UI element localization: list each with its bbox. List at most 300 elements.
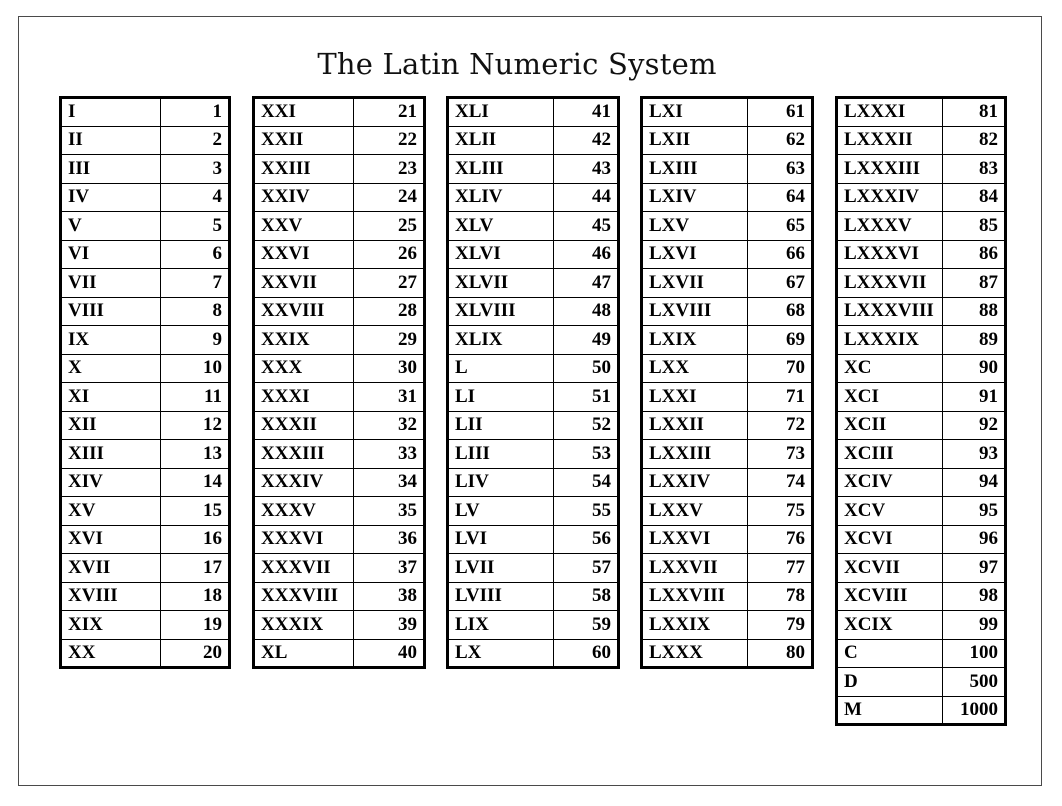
table-row [448, 497, 619, 526]
arabic-number-cell: 90 [943, 354, 1006, 383]
roman-numeral-cell: LXI [642, 98, 748, 127]
roman-numeral-cell: IX [61, 326, 161, 355]
roman-numeral-cell: XC [837, 354, 943, 383]
arabic-number-cell: 17 [161, 554, 230, 583]
roman-numeral-cell: XXIV [254, 183, 354, 212]
arabic-number-cell: 68 [748, 297, 813, 326]
roman-numeral-cell: M [837, 696, 943, 725]
arabic-number-cell: 2 [161, 126, 230, 155]
arabic-number-cell: 81 [943, 98, 1006, 127]
arabic-number-cell: 42 [554, 126, 619, 155]
table-row [837, 639, 1006, 668]
table-row [61, 326, 230, 355]
table-row [61, 582, 230, 611]
arabic-number-cell: 74 [748, 468, 813, 497]
arabic-number-cell: 99 [943, 611, 1006, 640]
table-row [837, 411, 1006, 440]
arabic-number-cell: 34 [354, 468, 425, 497]
arabic-number-cell: 69 [748, 326, 813, 355]
arabic-number-cell: 40 [354, 639, 425, 668]
table-row [642, 383, 813, 412]
arabic-number-cell: 57 [554, 554, 619, 583]
roman-numeral-cell: L [448, 354, 554, 383]
roman-numeral-cell: XXXV [254, 497, 354, 526]
roman-numeral-cell: XLIX [448, 326, 554, 355]
roman-numeral-cell: LXX [642, 354, 748, 383]
table-row [642, 497, 813, 526]
arabic-number-cell: 47 [554, 269, 619, 298]
roman-numeral-cell: VII [61, 269, 161, 298]
roman-numeral-cell: I [61, 98, 161, 127]
table-row [642, 611, 813, 640]
table-row [61, 525, 230, 554]
arabic-number-cell: 63 [748, 155, 813, 184]
roman-numeral-cell: LXVI [642, 240, 748, 269]
arabic-number-cell: 15 [161, 497, 230, 526]
roman-numeral-cell: XIV [61, 468, 161, 497]
roman-numeral-cell: II [61, 126, 161, 155]
table-row [642, 554, 813, 583]
arabic-number-cell: 80 [748, 639, 813, 668]
arabic-number-cell: 54 [554, 468, 619, 497]
table-row [61, 497, 230, 526]
roman-numeral-cell: XLVIII [448, 297, 554, 326]
roman-numeral-cell: LXXV [642, 497, 748, 526]
roman-numeral-cell: XVIII [61, 582, 161, 611]
arabic-number-cell: 91 [943, 383, 1006, 412]
roman-numeral-cell: LXVIII [642, 297, 748, 326]
table-row [448, 183, 619, 212]
arabic-number-cell: 98 [943, 582, 1006, 611]
arabic-number-cell: 59 [554, 611, 619, 640]
table-row [61, 212, 230, 241]
arabic-number-cell: 43 [554, 155, 619, 184]
table-row [448, 240, 619, 269]
table-row [61, 383, 230, 412]
table-row [254, 525, 425, 554]
roman-numeral-cell: XCV [837, 497, 943, 526]
arabic-number-cell: 5 [161, 212, 230, 241]
arabic-number-cell: 26 [354, 240, 425, 269]
arabic-number-cell: 41 [554, 98, 619, 127]
table-row [254, 383, 425, 412]
table-row [448, 126, 619, 155]
arabic-number-cell: 92 [943, 411, 1006, 440]
table-row [254, 354, 425, 383]
table-row [642, 240, 813, 269]
roman-numeral-cell: LXXXII [837, 126, 943, 155]
arabic-number-cell: 55 [554, 497, 619, 526]
table-row [254, 411, 425, 440]
roman-numeral-cell: XLV [448, 212, 554, 241]
numeral-table-1 [59, 96, 231, 669]
roman-numeral-cell: LXXX [642, 639, 748, 668]
roman-numeral-cell: LXXIII [642, 440, 748, 469]
arabic-number-cell: 13 [161, 440, 230, 469]
roman-numeral-cell: LVIII [448, 582, 554, 611]
table-row [642, 326, 813, 355]
roman-numeral-cell: XV [61, 497, 161, 526]
table-row [837, 611, 1006, 640]
table-row [254, 468, 425, 497]
arabic-number-cell: 65 [748, 212, 813, 241]
arabic-number-cell: 84 [943, 183, 1006, 212]
table-row [837, 668, 1006, 697]
arabic-number-cell: 94 [943, 468, 1006, 497]
roman-numeral-cell: IV [61, 183, 161, 212]
arabic-number-cell: 71 [748, 383, 813, 412]
table-row [642, 297, 813, 326]
arabic-number-cell: 23 [354, 155, 425, 184]
arabic-number-cell: 85 [943, 212, 1006, 241]
table-row [837, 440, 1006, 469]
table-row [61, 611, 230, 640]
arabic-number-cell: 31 [354, 383, 425, 412]
arabic-number-cell: 7 [161, 269, 230, 298]
table-row [254, 155, 425, 184]
arabic-number-cell: 11 [161, 383, 230, 412]
table-row [642, 411, 813, 440]
table-row [61, 554, 230, 583]
arabic-number-cell: 58 [554, 582, 619, 611]
table-row [254, 126, 425, 155]
roman-numeral-cell: LXXXV [837, 212, 943, 241]
arabic-number-cell: 500 [943, 668, 1006, 697]
arabic-number-cell: 18 [161, 582, 230, 611]
table-row [837, 269, 1006, 298]
table-row [254, 582, 425, 611]
arabic-number-cell: 73 [748, 440, 813, 469]
arabic-number-cell: 30 [354, 354, 425, 383]
roman-numeral-cell: XXXVI [254, 525, 354, 554]
arabic-number-cell: 67 [748, 269, 813, 298]
arabic-number-cell: 25 [354, 212, 425, 241]
roman-numeral-cell: LXXVII [642, 554, 748, 583]
table-row [61, 183, 230, 212]
arabic-number-cell: 89 [943, 326, 1006, 355]
table-row [61, 411, 230, 440]
arabic-number-cell: 19 [161, 611, 230, 640]
roman-numeral-cell: XXXVII [254, 554, 354, 583]
arabic-number-cell: 52 [554, 411, 619, 440]
table-row [61, 639, 230, 668]
roman-numeral-cell: D [837, 668, 943, 697]
roman-numeral-cell: LXXIX [642, 611, 748, 640]
roman-numeral-cell: XXXVIII [254, 582, 354, 611]
document-page [18, 16, 1042, 786]
table-row [254, 240, 425, 269]
roman-numeral-cell: XCIX [837, 611, 943, 640]
roman-numeral-cell: XXVII [254, 269, 354, 298]
roman-numeral-cell: LXXXI [837, 98, 943, 127]
table-row [837, 696, 1006, 725]
table-row [448, 155, 619, 184]
table-row [837, 383, 1006, 412]
roman-numeral-cell: LXXIV [642, 468, 748, 497]
arabic-number-cell: 95 [943, 497, 1006, 526]
arabic-number-cell: 3 [161, 155, 230, 184]
table-row [642, 639, 813, 668]
roman-numeral-cell: XLVI [448, 240, 554, 269]
arabic-number-cell: 6 [161, 240, 230, 269]
table-row [254, 269, 425, 298]
roman-numeral-cell: XL [254, 639, 354, 668]
roman-numeral-cell: XVII [61, 554, 161, 583]
arabic-number-cell: 32 [354, 411, 425, 440]
roman-numeral-cell: XXIII [254, 155, 354, 184]
table-row [448, 582, 619, 611]
arabic-number-cell: 64 [748, 183, 813, 212]
table-row [254, 297, 425, 326]
roman-numeral-cell: XLIV [448, 183, 554, 212]
roman-numeral-cell: LXXII [642, 411, 748, 440]
roman-numeral-cell: XXI [254, 98, 354, 127]
page-title: The Latin Numeric System [317, 47, 717, 81]
arabic-number-cell: 62 [748, 126, 813, 155]
table-row [254, 611, 425, 640]
roman-numeral-cell: XCVIII [837, 582, 943, 611]
table-row [254, 183, 425, 212]
table-row [448, 297, 619, 326]
table-row [61, 468, 230, 497]
table-row [448, 354, 619, 383]
arabic-number-cell: 66 [748, 240, 813, 269]
arabic-number-cell: 9 [161, 326, 230, 355]
table-row [448, 525, 619, 554]
arabic-number-cell: 82 [943, 126, 1006, 155]
arabic-number-cell: 48 [554, 297, 619, 326]
table-row [448, 468, 619, 497]
table-row [837, 354, 1006, 383]
table-row [837, 468, 1006, 497]
arabic-number-cell: 22 [354, 126, 425, 155]
arabic-number-cell: 77 [748, 554, 813, 583]
roman-numeral-cell: LX [448, 639, 554, 668]
table-row [642, 440, 813, 469]
arabic-number-cell: 39 [354, 611, 425, 640]
table-row [448, 269, 619, 298]
roman-numeral-cell: XXIX [254, 326, 354, 355]
arabic-number-cell: 27 [354, 269, 425, 298]
table-row [61, 155, 230, 184]
arabic-number-cell: 93 [943, 440, 1006, 469]
roman-numeral-cell: III [61, 155, 161, 184]
roman-numeral-cell: XXV [254, 212, 354, 241]
roman-numeral-cell: XXII [254, 126, 354, 155]
arabic-number-cell: 100 [943, 639, 1006, 668]
roman-numeral-cell: LI [448, 383, 554, 412]
roman-numeral-cell: XLI [448, 98, 554, 127]
roman-numeral-cell: XXXIV [254, 468, 354, 497]
roman-numeral-cell: LXXXIV [837, 183, 943, 212]
table-row [254, 212, 425, 241]
table-row [642, 525, 813, 554]
roman-numeral-cell: VI [61, 240, 161, 269]
table-row [61, 440, 230, 469]
roman-numeral-cell: V [61, 212, 161, 241]
roman-numeral-cell: XX [61, 639, 161, 668]
arabic-number-cell: 87 [943, 269, 1006, 298]
arabic-number-cell: 1000 [943, 696, 1006, 725]
table-row [642, 269, 813, 298]
arabic-number-cell: 20 [161, 639, 230, 668]
roman-numeral-cell: XXVIII [254, 297, 354, 326]
table-row [642, 183, 813, 212]
roman-numeral-cell: LIII [448, 440, 554, 469]
roman-numeral-cell: XXXIII [254, 440, 354, 469]
table-row [448, 411, 619, 440]
arabic-number-cell: 21 [354, 98, 425, 127]
table-row [61, 240, 230, 269]
arabic-number-cell: 38 [354, 582, 425, 611]
roman-numeral-cell: LVI [448, 525, 554, 554]
arabic-number-cell: 79 [748, 611, 813, 640]
arabic-number-cell: 12 [161, 411, 230, 440]
roman-numeral-cell: XCVII [837, 554, 943, 583]
arabic-number-cell: 28 [354, 297, 425, 326]
roman-numeral-cell: LXIX [642, 326, 748, 355]
table-row [642, 155, 813, 184]
roman-numeral-cell: VIII [61, 297, 161, 326]
table-row [837, 582, 1006, 611]
table-row [642, 354, 813, 383]
table-row [254, 639, 425, 668]
roman-numeral-cell: LXVII [642, 269, 748, 298]
arabic-number-cell: 72 [748, 411, 813, 440]
table-row [448, 326, 619, 355]
roman-numeral-cell: LXXVI [642, 525, 748, 554]
table-row [837, 126, 1006, 155]
arabic-number-cell: 24 [354, 183, 425, 212]
roman-numeral-cell: XXXIX [254, 611, 354, 640]
table-row [642, 468, 813, 497]
roman-numeral-cell: LVII [448, 554, 554, 583]
arabic-number-cell: 33 [354, 440, 425, 469]
table-row [642, 126, 813, 155]
table-row [254, 554, 425, 583]
roman-numeral-cell: LXXXIX [837, 326, 943, 355]
table-row [448, 440, 619, 469]
table-row [254, 98, 425, 127]
table-row [61, 297, 230, 326]
table-row [448, 639, 619, 668]
arabic-number-cell: 45 [554, 212, 619, 241]
arabic-number-cell: 96 [943, 525, 1006, 554]
roman-numeral-cell: LXXVIII [642, 582, 748, 611]
roman-numeral-cell: LXXI [642, 383, 748, 412]
table-row [254, 440, 425, 469]
arabic-number-cell: 83 [943, 155, 1006, 184]
arabic-number-cell: 16 [161, 525, 230, 554]
roman-numeral-cell: LXV [642, 212, 748, 241]
roman-numeral-cell: XCIV [837, 468, 943, 497]
table-row [837, 326, 1006, 355]
arabic-number-cell: 97 [943, 554, 1006, 583]
arabic-number-cell: 88 [943, 297, 1006, 326]
arabic-number-cell: 86 [943, 240, 1006, 269]
table-row [61, 269, 230, 298]
roman-numeral-cell: X [61, 354, 161, 383]
table-row [448, 212, 619, 241]
arabic-number-cell: 10 [161, 354, 230, 383]
roman-numeral-cell: LXXXIII [837, 155, 943, 184]
table-row [61, 98, 230, 127]
roman-numeral-cell: XXXI [254, 383, 354, 412]
arabic-number-cell: 50 [554, 354, 619, 383]
arabic-number-cell: 8 [161, 297, 230, 326]
roman-numeral-cell: XCI [837, 383, 943, 412]
table-row [448, 611, 619, 640]
numeral-table-3 [446, 96, 620, 669]
table-row [448, 383, 619, 412]
roman-numeral-cell: XXX [254, 354, 354, 383]
table-row [61, 354, 230, 383]
table-row [61, 126, 230, 155]
table-row [837, 497, 1006, 526]
roman-numeral-cell: XIII [61, 440, 161, 469]
arabic-number-cell: 29 [354, 326, 425, 355]
arabic-number-cell: 36 [354, 525, 425, 554]
arabic-number-cell: 49 [554, 326, 619, 355]
roman-numeral-cell: XCVI [837, 525, 943, 554]
roman-numeral-cell: LV [448, 497, 554, 526]
table-row [254, 326, 425, 355]
roman-numeral-cell: XCII [837, 411, 943, 440]
table-row [448, 554, 619, 583]
table-row [837, 212, 1006, 241]
arabic-number-cell: 14 [161, 468, 230, 497]
arabic-number-cell: 76 [748, 525, 813, 554]
table-row [837, 155, 1006, 184]
table-row [254, 497, 425, 526]
arabic-number-cell: 46 [554, 240, 619, 269]
table-row [837, 98, 1006, 127]
roman-numeral-cell: LXXXVI [837, 240, 943, 269]
arabic-number-cell: 35 [354, 497, 425, 526]
roman-numeral-cell: C [837, 639, 943, 668]
roman-numeral-cell: XXXII [254, 411, 354, 440]
table-row [837, 554, 1006, 583]
table-row [642, 212, 813, 241]
roman-numeral-cell: LXIII [642, 155, 748, 184]
roman-numeral-cell: XIX [61, 611, 161, 640]
roman-numeral-cell: XI [61, 383, 161, 412]
arabic-number-cell: 70 [748, 354, 813, 383]
table-row [837, 183, 1006, 212]
table-row [837, 240, 1006, 269]
table-row [837, 297, 1006, 326]
roman-numeral-cell: LIV [448, 468, 554, 497]
roman-numeral-cell: XVI [61, 525, 161, 554]
roman-numeral-cell: XXVI [254, 240, 354, 269]
arabic-number-cell: 44 [554, 183, 619, 212]
numeral-table-4 [640, 96, 814, 669]
roman-numeral-cell: XLIII [448, 155, 554, 184]
roman-numeral-cell: LXXXVIII [837, 297, 943, 326]
roman-numeral-cell: XLVII [448, 269, 554, 298]
arabic-number-cell: 61 [748, 98, 813, 127]
table-row [837, 525, 1006, 554]
roman-numeral-cell: XLII [448, 126, 554, 155]
roman-numeral-cell: XCIII [837, 440, 943, 469]
roman-numeral-cell: LXXXVII [837, 269, 943, 298]
numeral-table-5 [835, 96, 1007, 726]
arabic-number-cell: 56 [554, 525, 619, 554]
arabic-number-cell: 4 [161, 183, 230, 212]
table-row [642, 582, 813, 611]
table-row [448, 98, 619, 127]
arabic-number-cell: 78 [748, 582, 813, 611]
